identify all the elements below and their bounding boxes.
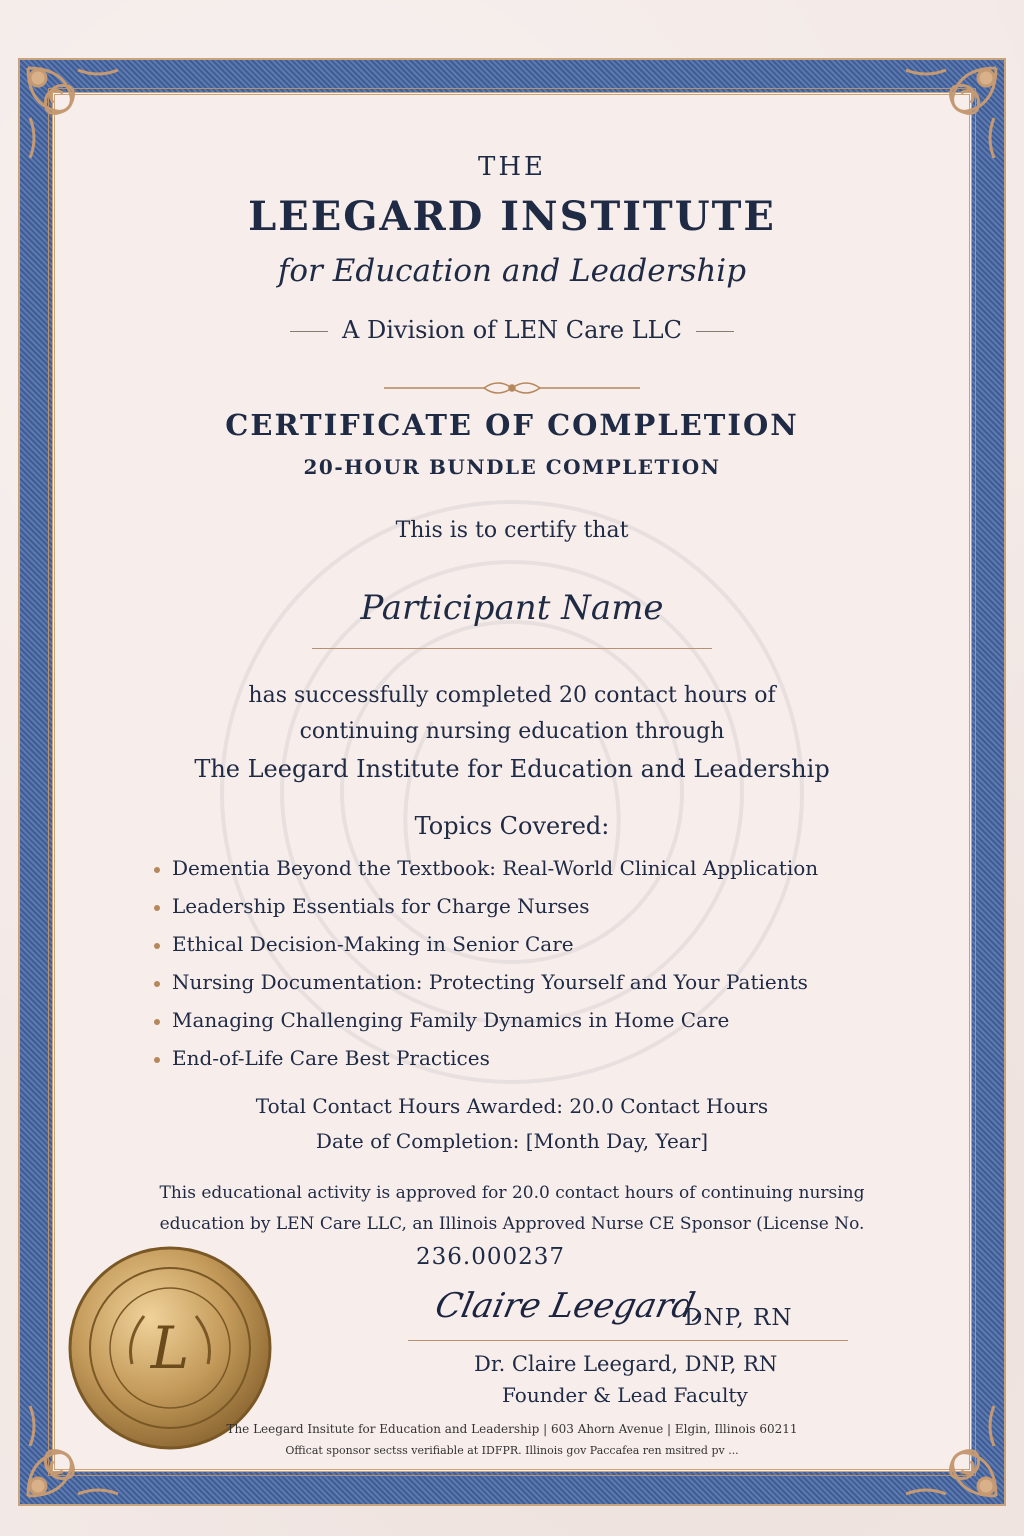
- completion-institute: The Leegard Institute for Education and Leadership: [194, 755, 830, 783]
- bullet-icon: [154, 905, 160, 911]
- bullet-icon: [154, 943, 160, 949]
- bullet-icon: [154, 1057, 160, 1063]
- topic-text: Managing Challenging Family Dynamics in Home Care: [172, 1008, 730, 1032]
- certificate-title: CERTIFICATE OF COMPLETION: [225, 408, 799, 442]
- topic-text: Ethical Decision-Making in Senior Care: [172, 932, 574, 956]
- completion-text-line-1: has successfully completed 20 contact hours of: [248, 683, 776, 708]
- list-item: [154, 967, 818, 1005]
- seal-monogram: L: [150, 1314, 190, 1382]
- bullet-icon: [154, 1019, 160, 1025]
- list-item: [154, 891, 818, 929]
- signature-credentials: DNP, RN: [684, 1305, 793, 1331]
- list-item: [154, 1005, 818, 1043]
- gold-seal-icon: [66, 1244, 274, 1452]
- bullet-icon: [154, 981, 160, 987]
- ornament-divider-icon: [384, 378, 640, 398]
- topic-text: Nursing Documentation: Protecting Yourself and Your Patients: [172, 970, 808, 994]
- divider: [696, 331, 734, 332]
- topics-heading: Topics Covered:: [414, 812, 610, 840]
- list-item: [154, 1043, 818, 1081]
- participant-name: Participant Name: [360, 588, 664, 628]
- bundle-subtitle: 20-HOUR BUNDLE COMPLETION: [303, 455, 721, 479]
- completion-date: Date of Completion: [Month Day, Year]: [315, 1129, 709, 1153]
- bullet-icon: [154, 867, 160, 873]
- name-underline: [312, 648, 712, 649]
- total-hours: Total Contact Hours Awarded: 20.0 Contact Hours: [255, 1094, 769, 1118]
- signature-line: [408, 1340, 848, 1341]
- division-text: A Division of LEN Care LLC: [342, 316, 682, 344]
- approval-text-line-1: This educational activity is approved for 20.0 contact hours of continuing nursing: [159, 1183, 865, 1203]
- institute-name: LEEGARD INSTITUTE: [248, 193, 776, 240]
- certify-text: This is to certify that: [395, 518, 629, 543]
- license-number: 236.000237: [416, 1244, 566, 1270]
- footer-verification: Officat sponsor sectss verifiable at IDFPR. Illinois gov Paccafea ren msitred pv ...: [285, 1444, 739, 1457]
- signer-name: Dr. Claire Leegard, DNP, RN: [474, 1352, 778, 1376]
- signer-title: Founder & Lead Faculty: [502, 1383, 748, 1407]
- footer-address: The Leegard Insitute for Education and Leadership | 603 Ahorn Avenue | Elgin, Illinois 60211: [226, 1422, 798, 1436]
- topic-text: Leadership Essentials for Charge Nurses: [172, 894, 590, 918]
- completion-text-line-2: continuing nursing education through: [299, 719, 725, 744]
- institute-subtitle: for Education and Leadership: [277, 253, 747, 289]
- approval-text-line-2: education by LEN Care LLC, an Illinois Approved Nurse CE Sponsor (License No.: [159, 1214, 865, 1234]
- list-item: [154, 853, 818, 891]
- divider: [290, 331, 328, 332]
- topics-list: [154, 853, 818, 1081]
- header-the: THE: [478, 152, 546, 182]
- topic-text: Dementia Beyond the Textbook: Real-World Clinical Application: [172, 856, 819, 880]
- topic-text: End-of-Life Care Best Practices: [172, 1046, 490, 1070]
- division-line: [0, 316, 1024, 344]
- list-item: [154, 929, 818, 967]
- signature-script: Claire Leegard,: [431, 1286, 710, 1326]
